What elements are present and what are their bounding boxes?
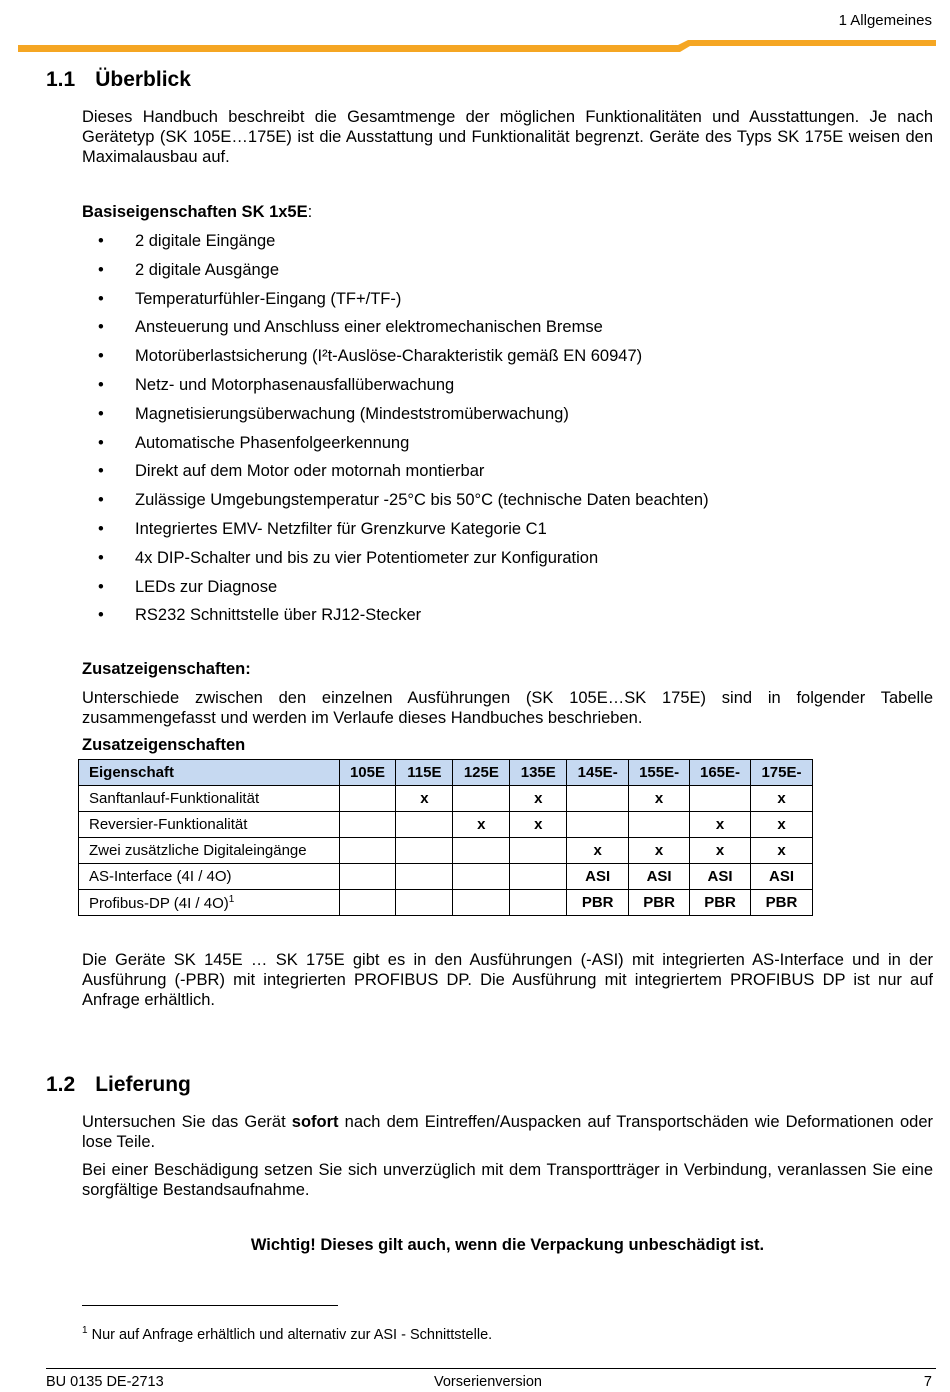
footnote-reference[interactable]: 1 — [228, 893, 235, 905]
list-item-text: Integriertes EMV- Netzfilter für Grenzkurve Kategorie C1 — [135, 519, 547, 538]
header-accent-bar — [18, 40, 936, 52]
list-item-text: Temperaturfühler-Eingang (TF+/TF-) — [135, 289, 402, 308]
section-number: 1.1 — [46, 68, 76, 91]
table-cell — [339, 786, 396, 812]
feature-table — [78, 759, 813, 916]
table-header-cell: 155E- — [629, 760, 690, 786]
table-cell: PBR — [690, 890, 751, 916]
table-cell — [510, 838, 567, 864]
list-item — [95, 490, 709, 519]
table-header-cell: Eigenschaft — [79, 760, 340, 786]
table-row — [79, 864, 813, 890]
bullet-icon: • — [98, 606, 104, 625]
list-item-text: Magnetisierungsüberwachung (Mindeststromüberwachung) — [135, 404, 569, 423]
table-cell-text: Profibus-DP (4I / 4O) — [89, 894, 229, 912]
table-cell — [453, 890, 510, 916]
section-heading-overview — [46, 68, 191, 92]
bullet-icon: • — [98, 232, 104, 250]
table-cell: x — [453, 812, 510, 838]
list-item — [95, 317, 709, 346]
intro-paragraph: Dieses Handbuch beschreibt die Gesamtmenge der möglichen Funktionalitäten und Ausstattungen. Je nach Gerätetyp (SK 105E…175E) ist die Ausstattung und Funktionalität begrenzt. Geräte des Typs SK 175E weisen den Maximalausbau auf. — [82, 108, 933, 166]
table-cell — [396, 838, 453, 864]
table-cell: ASI — [690, 864, 751, 890]
table-cell: ASI — [567, 864, 629, 890]
text-run: Untersuchen Sie das Gerät — [82, 1113, 292, 1131]
section-title: Überblick — [95, 68, 191, 91]
table-cell: x — [567, 838, 629, 864]
list-item — [95, 346, 709, 375]
list-item — [95, 375, 709, 404]
footnote-separator — [82, 1305, 338, 1306]
table-cell: Zwei zusätzliche Digitaleingänge — [79, 838, 340, 864]
table-header-row — [79, 760, 813, 786]
table-cell: PBR — [750, 890, 812, 916]
table-row — [79, 786, 813, 812]
text-run: nach dem Eintreffen/Auspacken auf Transportschäden wie Deformationen oder lose Teile. — [82, 1113, 933, 1151]
bullet-icon: • — [98, 375, 104, 394]
table-cell: x — [629, 838, 690, 864]
table-header-cell: 105E — [339, 760, 396, 786]
list-item-text: Automatische Phasenfolgeerkennung — [135, 433, 410, 452]
table-cell — [567, 786, 629, 812]
table-cell — [567, 812, 629, 838]
table-cell — [453, 786, 510, 812]
basis-heading — [82, 203, 312, 222]
zusatz-paragraph: Unterschiede zwischen den einzelnen Ausführungen (SK 105E…SK 175E) sind in folgender Tabelle zusammengefasst und werden im Verlaufe dieses Handbuches beschrieben. — [82, 689, 933, 727]
table-header-cell: 175E- — [750, 760, 812, 786]
bullet-icon: • — [98, 548, 104, 567]
basis-heading-text: Basiseigenschaften SK 1x5E — [82, 203, 308, 221]
zusatz-heading: Zusatzeigenschaften: — [82, 660, 251, 678]
table-header-cell: 115E — [396, 760, 453, 786]
table-cell — [510, 864, 567, 890]
table-cell — [510, 890, 567, 916]
table-cell — [690, 786, 751, 812]
important-note: Wichtig! Dieses gilt auch, wenn die Verpackung unbeschädigt ist. — [250, 1236, 765, 1254]
table-row — [79, 812, 813, 838]
table-cell — [396, 864, 453, 890]
table-cell: x — [690, 838, 751, 864]
bullet-icon: • — [98, 491, 104, 510]
table-cell: AS-Interface (4I / 4O) — [79, 864, 340, 890]
table-cell — [339, 838, 396, 864]
table-cell: Reversier-Funktionalität — [79, 812, 340, 838]
table-header-cell: 135E — [510, 760, 567, 786]
table-cell: PBR — [629, 890, 690, 916]
table-caption: Zusatzeigenschaften — [82, 736, 246, 754]
footer-rule — [46, 1368, 936, 1369]
list-item — [95, 433, 709, 462]
table-row — [79, 890, 813, 916]
list-item-text: 2 digitale Ausgänge — [135, 260, 280, 279]
table-cell — [396, 812, 453, 838]
list-item — [95, 404, 709, 433]
table-cell: x — [690, 812, 751, 838]
list-item-text: Netz- und Motorphasenausfallüberwachung — [135, 375, 455, 394]
footnote-marker: 1 — [82, 1325, 88, 1336]
table-header-cell: 145E- — [567, 760, 629, 786]
list-item-text: RS232 Schnittstelle über RJ12-Stecker — [135, 606, 422, 625]
bullet-icon: • — [98, 260, 104, 279]
bullet-icon: • — [98, 462, 104, 481]
delivery-paragraph-2: Bei einer Beschädigung setzen Sie sich unverzüglich mit dem Transportträger in Verbindung, veranlassen Sie eine sorgfältige Bestandsaufnahme. — [82, 1161, 933, 1199]
delivery-paragraph-1 — [82, 1112, 933, 1152]
list-item-text: Zulässige Umgebungstemperatur -25°C bis 50°C (technische Daten beachten) — [135, 491, 709, 510]
emphasis-sofort: sofort — [291, 1113, 339, 1131]
table-cell — [453, 838, 510, 864]
table-cell: ASI — [629, 864, 690, 890]
section-number: 1.2 — [46, 1073, 76, 1096]
bullet-icon: • — [98, 433, 104, 452]
section-heading-delivery — [46, 1073, 191, 1097]
list-item — [95, 519, 709, 548]
table-cell — [339, 812, 396, 838]
basis-heading-colon: : — [307, 203, 313, 221]
table-row — [79, 838, 813, 864]
list-item — [95, 548, 709, 577]
footnote-text: Nur auf Anfrage erhältlich und alternativ zur ASI - Schnittstelle. — [87, 1326, 493, 1343]
table-cell — [339, 890, 396, 916]
list-item-text: LEDs zur Diagnose — [135, 577, 278, 596]
table-cell: ASI — [750, 864, 812, 890]
table-cell-profibus — [79, 890, 340, 916]
bullet-icon: • — [98, 577, 104, 596]
list-item — [95, 577, 709, 606]
table-cell — [339, 864, 396, 890]
list-item — [95, 461, 709, 490]
bullet-icon: • — [98, 519, 104, 538]
footnote — [82, 1325, 492, 1343]
table-cell: x — [750, 786, 812, 812]
list-item — [95, 231, 709, 260]
footer-doc-id: BU 0135 DE-2713 — [46, 1374, 164, 1390]
list-item — [95, 605, 709, 634]
table-cell: x — [510, 812, 567, 838]
bullet-icon: • — [98, 289, 104, 308]
table-cell — [453, 864, 510, 890]
bullet-icon: • — [98, 347, 104, 366]
bullet-icon: • — [98, 318, 104, 337]
table-header-cell: 125E — [453, 760, 510, 786]
basis-feature-list — [95, 231, 709, 634]
table-cell — [629, 812, 690, 838]
list-item-text: Direkt auf dem Motor oder motornah montierbar — [135, 462, 485, 481]
table-cell: x — [510, 786, 567, 812]
table-cell: x — [750, 838, 812, 864]
bullet-icon: • — [98, 404, 104, 423]
running-header: 1 Allgemeines — [838, 12, 932, 29]
table-header-cell: 165E- — [690, 760, 751, 786]
footer-page-number: 7 — [923, 1374, 932, 1390]
section-title: Lieferung — [95, 1073, 191, 1096]
list-item-text: Ansteuerung und Anschluss einer elektromechanischen Bremse — [135, 318, 603, 337]
table-cell: PBR — [567, 890, 629, 916]
list-item-text: Motorüberlastsicherung (I²t-Auslöse-Charakteristik gemäß EN 60947) — [135, 347, 643, 366]
table-cell — [396, 890, 453, 916]
list-item — [95, 289, 709, 318]
list-item-text: 4x DIP-Schalter und bis zu vier Potentiometer zur Konfiguration — [135, 548, 599, 567]
table-cell: Sanftanlauf-Funktionalität — [79, 786, 340, 812]
footer-status: Vorserienversion — [434, 1374, 542, 1390]
table-cell: x — [396, 786, 453, 812]
table-cell: x — [750, 812, 812, 838]
table-cell: x — [629, 786, 690, 812]
after-table-paragraph: Die Geräte SK 145E … SK 175E gibt es in den Ausführungen (-ASI) mit integrierten AS-Interface und in der Ausführung (-PBR) mit integrierten PROFIBUS DP. Die Ausführung mit integriertem PROFIBUS DP ist nur auf Anfrage erhältlich. — [82, 951, 933, 1009]
list-item — [95, 260, 709, 289]
list-item-text: 2 digitale Eingänge — [135, 232, 276, 250]
